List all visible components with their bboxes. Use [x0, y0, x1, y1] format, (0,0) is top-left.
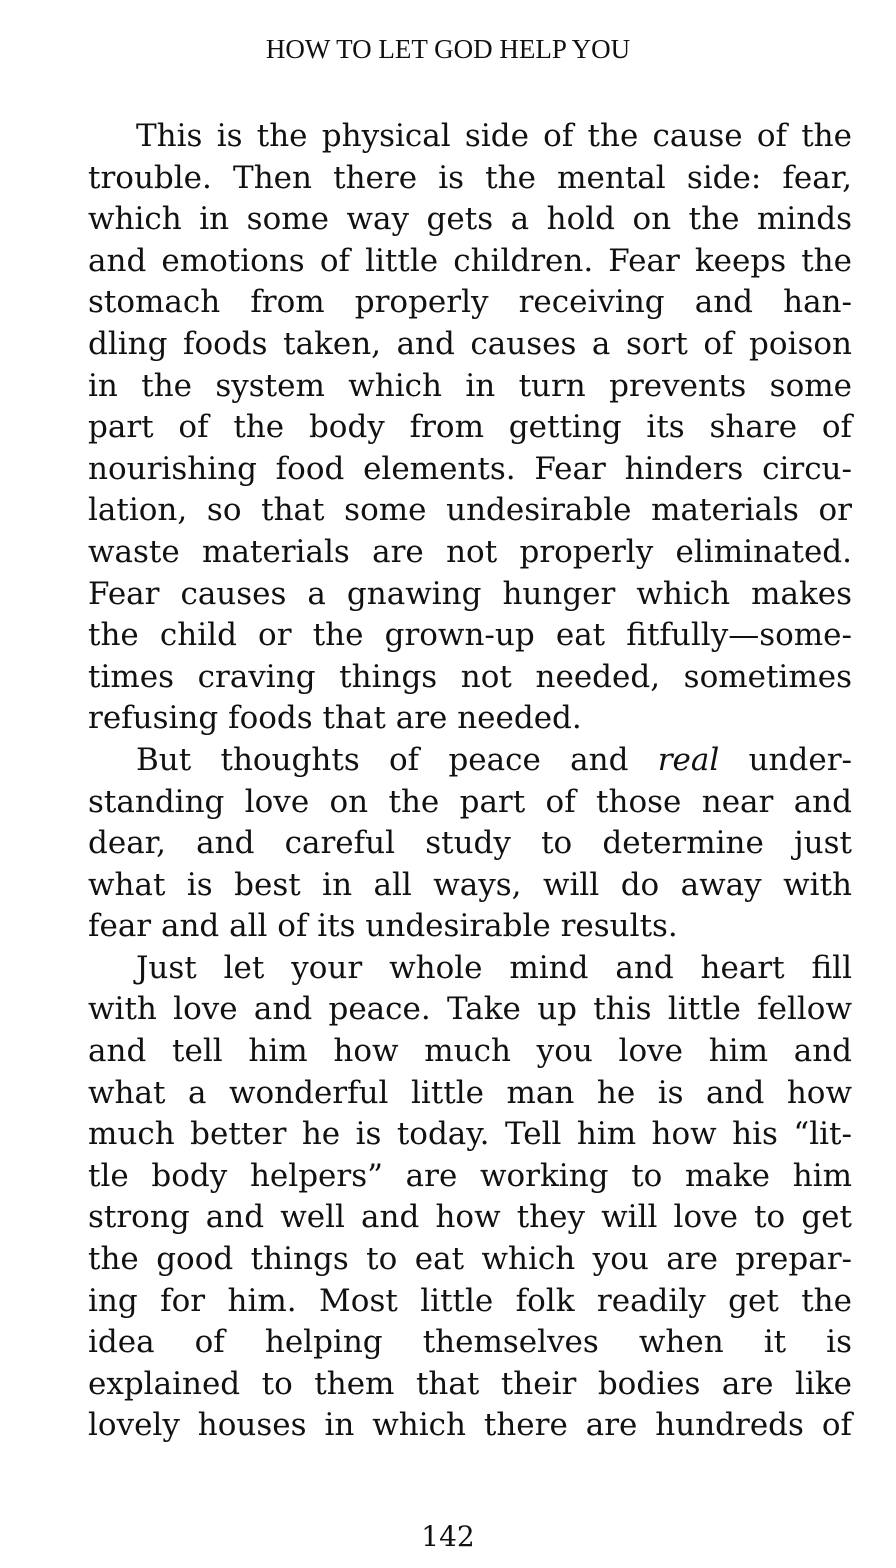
text-line: dling foods taken, and causes a sort of poison: [88, 325, 852, 362]
text-line: This is the physical side of the cause of the: [136, 118, 852, 154]
text-line: dear, and careful study to determine just: [88, 825, 852, 862]
text-line: Just let your whole mind and heart fill: [136, 949, 852, 986]
text-line: waste materials are not properly eliminated.: [88, 533, 852, 570]
text-line: fear and all of its undesirable results.: [88, 908, 678, 945]
emphasis-text: real: [657, 741, 720, 778]
text-line: the good things to eat which you are prepar-: [88, 1241, 852, 1278]
text-line: Fear causes a gnawing hunger which makes: [88, 575, 852, 612]
text-line: what is best in all ways, will do away with: [88, 866, 852, 903]
text-line: times craving things not needed, sometimes: [88, 658, 852, 695]
text-line: strong and well and how they will love to get: [88, 1199, 852, 1236]
text-line: refusing foods that are needed.: [88, 700, 582, 737]
text-line: with love and peace. Take up this little fellow: [88, 991, 852, 1028]
running-head: HOW TO LET GOD HELP YOU: [265, 34, 631, 64]
text-run: under-: [719, 741, 852, 778]
body-text: [88, 116, 852, 1447]
paragraph-2: [88, 740, 852, 948]
text-line: standing love on the part of those near and: [88, 783, 852, 820]
text-line: explained to them that their bodies are like: [88, 1365, 852, 1402]
text-line: [88, 740, 852, 782]
text-line: and emotions of little children. Fear keeps the: [88, 242, 852, 279]
paragraph-1: [88, 116, 852, 740]
text-line: lovely houses in which there are hundreds of: [88, 1407, 852, 1444]
text-line: which in some way gets a hold on the minds: [88, 201, 852, 238]
paragraph-3: [88, 948, 852, 1447]
text-line: part of the body from getting its share of: [88, 409, 852, 446]
text-run: But thoughts of peace and: [136, 741, 658, 778]
text-line: and tell him how much you love him and: [88, 1033, 852, 1070]
page-number: 142: [421, 1520, 475, 1553]
text-line: trouble. Then there is the mental side: fear,: [88, 159, 852, 196]
text-line: idea of helping themselves when it is: [88, 1324, 852, 1361]
text-line: in the system which in turn prevents some: [88, 367, 852, 404]
text-line: much better he is today. Tell him how his “lit-: [88, 1116, 852, 1153]
text-line: ing for him. Most little folk readily get the: [88, 1282, 852, 1319]
text-line: the child or the grown-up eat fitfully—some-: [88, 617, 852, 654]
text-line: what a wonderful little man he is and how: [88, 1074, 852, 1111]
text-line: tle body helpers” are working to make him: [88, 1157, 852, 1194]
text-line: lation, so that some undesirable materials or: [88, 492, 852, 529]
text-line: stomach from properly receiving and han-: [88, 284, 852, 321]
text-line: nourishing food elements. Fear hinders circu-: [88, 450, 852, 487]
